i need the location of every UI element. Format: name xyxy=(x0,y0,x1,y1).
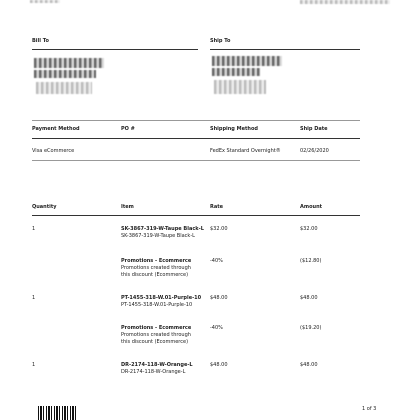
rate-header: Rate xyxy=(210,204,224,210)
row-quantity: 1 xyxy=(32,226,36,232)
row-item-desc: PT-1455-318-W.01-Purple-10 xyxy=(121,302,193,308)
row-rate: $48.00 xyxy=(210,295,228,301)
row-amount: $48.00 xyxy=(300,362,318,368)
shipping-header-rule xyxy=(32,138,360,139)
row-quantity: 1 xyxy=(32,295,36,301)
ship-date-header: Ship Date xyxy=(300,126,328,132)
items-header-rule xyxy=(32,215,360,216)
row-item-desc: Promotions created through xyxy=(121,332,191,338)
row-amount: $32.00 xyxy=(300,226,318,232)
row-item-desc: DR-2174-118-W-Orange-L xyxy=(121,369,186,375)
barcode xyxy=(38,406,76,420)
redacted-top-right xyxy=(300,0,390,4)
row-rate: -40% xyxy=(210,258,223,264)
quantity-header: Quantity xyxy=(32,204,57,210)
row-amount: ($19.20) xyxy=(300,325,322,331)
ship-to-address-redacted xyxy=(212,56,282,66)
ship-to-rule xyxy=(210,49,360,50)
row-item-title: Promotions - Ecommerce xyxy=(121,325,192,331)
ship-to-address-redacted xyxy=(212,68,260,76)
row-amount: ($12.80) xyxy=(300,258,322,264)
bill-to-label: Bill To xyxy=(32,38,49,44)
shipping-bottom-rule xyxy=(32,160,360,161)
po-number-header: PO # xyxy=(121,126,135,132)
ship-to-label: Ship To xyxy=(210,38,231,44)
payment-method-value: Visa eCommerce xyxy=(32,148,75,154)
bill-to-address-redacted xyxy=(34,58,104,68)
row-item-desc: Promotions created through xyxy=(121,265,191,271)
bill-to-address-redacted xyxy=(36,82,92,94)
row-item-title: PT-1455-318-W.01-Purple-10 xyxy=(121,295,202,301)
row-item-desc: SK-3867-319-W-Taupe Black-L xyxy=(121,233,195,239)
bill-to-address-redacted xyxy=(34,70,96,78)
row-item-desc: this discount (Ecommerce) xyxy=(121,272,189,278)
payment-method-header: Payment Method xyxy=(32,126,80,132)
row-quantity: 1 xyxy=(32,362,36,368)
row-item-title: SK-3867-319-W-Taupe Black-L xyxy=(121,226,204,232)
row-item-desc: this discount (Ecommerce) xyxy=(121,339,189,345)
row-item-title: DR-2174-118-W-Orange-L xyxy=(121,362,193,368)
row-rate: -40% xyxy=(210,325,223,331)
amount-header: Amount xyxy=(300,204,323,210)
shipping-method-header: Shipping Method xyxy=(210,126,258,132)
row-rate: $48.00 xyxy=(210,362,228,368)
shipping-top-rule xyxy=(32,120,360,121)
shipping-method-value: FedEx Standard Overnight® xyxy=(210,148,281,154)
ship-date-value: 02/26/2020 xyxy=(300,148,329,154)
ship-to-address-redacted xyxy=(214,80,266,94)
page-number: 1 of 3 xyxy=(362,406,377,412)
item-header: Item xyxy=(121,204,134,210)
row-item-title: Promotions - Ecommerce xyxy=(121,258,192,264)
row-rate: $32.00 xyxy=(210,226,228,232)
redacted-top-text xyxy=(30,0,60,3)
bill-to-rule xyxy=(32,49,198,50)
row-amount: $48.00 xyxy=(300,295,318,301)
